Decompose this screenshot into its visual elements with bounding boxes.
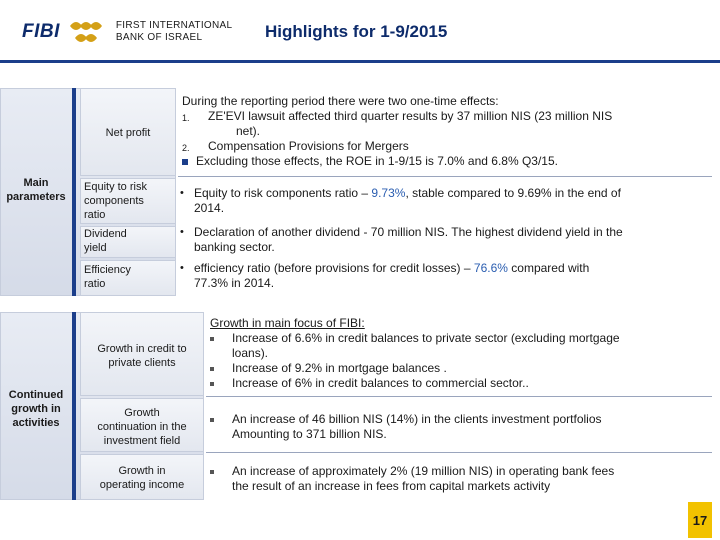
square-bullet-icon — [210, 470, 214, 474]
main-parameters-bar — [72, 88, 76, 296]
dividend-content: • Declaration of another dividend - 70 million NIS. The highest dividend yield in the banking sector. — [180, 225, 623, 254]
slide-title: Highlights for 1-9/2015 — [265, 22, 448, 41]
efficiency-content: • efficiency ratio (before provisions for credit losses) – 76.6% compared with 77.3% in 2014. — [180, 261, 590, 290]
separator-line — [206, 452, 712, 453]
square-bullet-icon — [210, 418, 214, 422]
net-profit-content — [182, 94, 712, 169]
logo-wordmark: FIBI — [22, 21, 60, 42]
separator-line — [206, 396, 712, 397]
title-divider — [0, 60, 720, 63]
investment-growth-content: An increase of 46 billion NIS (14%) in the clients investment portfolios Amounting to 371 billion NIS. — [210, 412, 712, 442]
square-bullet-icon — [210, 367, 214, 371]
operating-income-content: An increase of approximately 2% (19 million NIS) in operating bank fees the result of an increase in fees from capital markets activity — [210, 464, 712, 494]
separator-line — [178, 176, 712, 177]
operating-income-label: Growth in operating income — [99, 465, 185, 491]
square-bullet-icon — [182, 159, 188, 165]
equity-ratio-label: Equity to risk components ratio — [84, 181, 147, 221]
logo-bank-name: FIRST INTERNATIONAL BANK OF ISRAEL — [115, 20, 233, 43]
net-profit-item-2: 2. Compensation Provisions for Mergers — [182, 139, 409, 153]
credit-growth-content: Growth in main focus of FIBI: Increase of 6.6% in credit balances to private sector (excluding mortgage loans). Increase of 9.2% in mortgage balances . Increase of 6% in credit balances to commercial sector.. — [210, 316, 712, 391]
credit-growth-label: Growth in credit to private clients — [97, 343, 187, 369]
credit-growth-intro: Growth in main focus of FIBI: — [210, 316, 365, 330]
logo-emblem-icon — [66, 16, 110, 48]
net-profit-summary: Excluding those effects, the ROE in 1-9/15 is 7.0% and 6.8% Q3/15. — [182, 154, 712, 169]
dividend-yield-label: Dividend yield — [84, 228, 127, 254]
investment-growth-label: Growth continuation in the investment field — [97, 407, 187, 447]
equity-content: • Equity to risk components ratio – 9.73%, stable compared to 9.69% in the end of 2014. — [180, 186, 621, 215]
square-bullet-icon — [210, 337, 214, 341]
bullet-icon: • — [180, 262, 184, 274]
net-profit-item-1: 1. ZE'EVI lawsuit affected third quarter results by 37 million NIS (23 million NIS net). — [182, 109, 613, 138]
bullet-icon: • — [180, 226, 184, 238]
continued-growth-bar — [72, 312, 76, 500]
net-profit-intro: During the reporting period there were two one-time effects: — [182, 94, 499, 108]
net-profit-label: Net profit — [105, 127, 151, 139]
bank-logo — [22, 14, 232, 50]
efficiency-ratio-label: Efficiency ratio — [84, 264, 131, 290]
bullet-icon: • — [180, 187, 184, 199]
continued-growth-label: Continued growth in activities — [8, 389, 64, 429]
square-bullet-icon — [210, 382, 214, 386]
page-number-badge: 17 — [688, 502, 712, 538]
main-parameters-label: Main parameters — [6, 177, 66, 203]
